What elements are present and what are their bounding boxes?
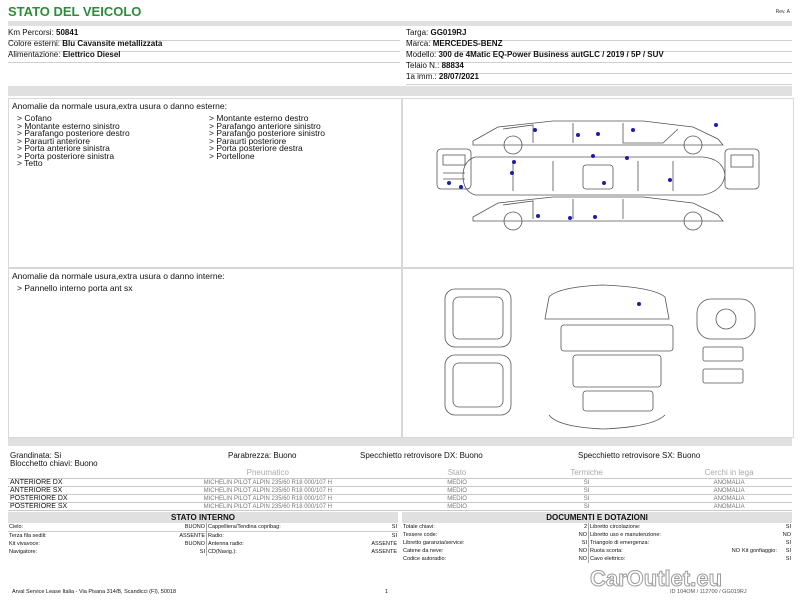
internal-damage-title: Anomalie da normale usura,extra usura o danno interne: xyxy=(12,271,225,281)
table-row: Tessere code: NO Libretto uso e manutenzione: NO xyxy=(403,532,791,538)
tyres-col-stato: Stato xyxy=(397,467,517,479)
info-row-km: Km Percorsi: 50841 xyxy=(8,28,400,41)
damage-item: > Paraurti posteriore xyxy=(209,135,287,146)
status-parabrezza: Parabrezza: Buono xyxy=(228,451,297,460)
internal-state-table xyxy=(8,512,398,556)
table-row: Codice autoradio: NO Cavo elettrico: SI xyxy=(403,556,791,562)
tyres-col-termiche: Termiche xyxy=(517,467,656,479)
table-row xyxy=(8,487,792,495)
external-damage-title: Anomalie da normale usura,extra usura o danno esterne: xyxy=(12,101,227,111)
damage-dot xyxy=(512,160,516,164)
footer-page: 1 xyxy=(385,589,389,595)
tyre-termiche: SI xyxy=(517,503,656,511)
tyre-cerchi: ANOMALIA xyxy=(666,495,792,503)
tyre-pos: ANTERIORE DX xyxy=(8,479,138,487)
tyre-model: MICHELIN PILOT ALPIN 235/60 R18 000/107 H xyxy=(138,503,397,511)
tyre-pos: POSTERIORE SX xyxy=(8,503,138,511)
internal-damage-panel xyxy=(8,268,402,438)
info-row-marca: Marca: MERCEDES-BENZ xyxy=(406,39,792,52)
damage-item: > Porta posteriore destra xyxy=(209,143,303,153)
tyre-stato: MEDIO xyxy=(397,479,517,487)
documents-table xyxy=(402,512,792,563)
table-row: Terza fila sedili: ASSENTE Radio: SI xyxy=(9,533,397,539)
damage-item: > Parafango posteriore sinistro xyxy=(209,128,325,138)
tyre-termiche: SI xyxy=(517,479,656,487)
tyre-cerchi: ANOMALIA xyxy=(666,503,792,511)
info-row-targa: Targa: GG019RJ xyxy=(406,28,792,41)
damage-dot xyxy=(459,185,463,189)
damage-dot xyxy=(637,302,641,306)
tyre-pos: ANTERIORE SX xyxy=(8,487,138,495)
tyre-stato: MEDIO xyxy=(397,503,517,511)
tyre-termiche: SI xyxy=(517,487,656,495)
damage-item: > Montante esterno destro xyxy=(209,113,309,123)
damage-item: > Parafango anteriore sinistro xyxy=(209,120,321,131)
damage-item: > Tetto xyxy=(17,158,43,168)
damage-item: > Porta anteriore sinistra xyxy=(17,143,110,153)
section-band xyxy=(8,86,792,96)
header-band xyxy=(8,21,792,26)
table-row xyxy=(8,495,792,503)
tyre-model: MICHELIN PILOT ALPIN 235/60 R18 000/107 H xyxy=(138,479,397,487)
page-title: STATO DEL VEICOLO xyxy=(8,4,142,19)
car-interior-diagram xyxy=(403,269,793,437)
info-row-telaio: Telaio N.: 88834 xyxy=(406,61,792,74)
external-damage-panel xyxy=(8,98,402,268)
damage-dot xyxy=(536,214,540,218)
damage-item: > Montante esterno sinistro xyxy=(17,120,120,131)
footer-company: Arval Service Lease Italia - Via Pisana 314/B, Scandicci (FI), 50018 xyxy=(12,589,177,595)
damage-dot xyxy=(510,171,514,175)
damage-dot xyxy=(591,154,595,158)
damage-dot xyxy=(533,128,537,132)
table-row: Totale chiavi: 2 Libretto circolazione: SI xyxy=(403,524,791,530)
tyre-cerchi: ANOMALIA xyxy=(666,487,792,495)
tyres-col-pneumatico: Pneumatico xyxy=(138,467,397,479)
table-row: Cielo: BUONO Cappelliera/Tendina copribag: SI xyxy=(9,524,397,530)
tyres-col-pos xyxy=(8,467,138,479)
watermark-logo: CarOutlet.eu xyxy=(590,566,723,591)
damage-item: > Parafango posteriore destro xyxy=(17,128,130,138)
status-specchietto-sx: Specchietto retrovisore SX: Buono xyxy=(578,451,701,460)
car-exterior-diagram xyxy=(403,99,793,267)
status-specchietto-dx: Specchietto retrovisore DX: Buono xyxy=(360,451,483,460)
info-row-modello: Modello: 300 de 4Matic EQ-Power Business autGLC / 2019 / 5P / SUV xyxy=(406,50,792,63)
documents-title: DOCUMENTI E DOTAZIONI xyxy=(402,512,792,523)
section-band xyxy=(8,438,792,446)
table-row: Libretto garanzia/service: SI Triangolo di emergenza: SI xyxy=(403,540,791,546)
table-row xyxy=(8,479,792,487)
table-row: Kit vivavoce: BUONO Antenna radio: ASSENTE xyxy=(9,541,397,547)
damage-item: > Porta posteriore sinistra xyxy=(17,150,115,161)
damage-item: > Cofano xyxy=(17,113,52,123)
internal-diagram-panel xyxy=(402,268,794,438)
damage-item: > Portellone xyxy=(209,150,255,161)
tyres-header-row xyxy=(8,467,792,479)
damage-item: > Paraurti anteriore xyxy=(17,135,90,146)
table-row xyxy=(8,503,792,511)
status-grandinata: Grandinata: Si xyxy=(10,451,62,460)
tyre-model: MICHELIN PILOT ALPIN 235/60 R18 000/107 H xyxy=(138,487,397,495)
kit-gonfiaggio-label: Kit gonfiaggio: xyxy=(742,548,777,554)
internal-state-title: STATO INTERNO xyxy=(8,512,398,523)
tyres-col-cerchi: Cerchi in lega xyxy=(666,467,792,479)
tyre-stato: MEDIO xyxy=(397,487,517,495)
revision-label: Rev. A xyxy=(775,9,790,15)
info-row-immatricolazione: 1a imm.: 28/07/2021 xyxy=(406,72,792,85)
tyres-table xyxy=(8,467,792,511)
damage-dot xyxy=(625,156,629,160)
tyre-pos: POSTERIORE DX xyxy=(8,495,138,503)
damage-dot xyxy=(714,123,718,127)
tyre-model: MICHELIN PILOT ALPIN 235/60 R18 000/107 H xyxy=(138,495,397,503)
internal-damage-list xyxy=(17,285,133,293)
tyre-cerchi: ANOMALIA xyxy=(666,479,792,487)
external-damage-col1 xyxy=(17,115,130,168)
table-row: Catene da neve: NO Ruota scorta: NO Kit gonfiaggio: SI xyxy=(403,548,791,554)
external-damage-col2 xyxy=(209,115,325,160)
damage-item: > Pannello interno porta ant sx xyxy=(17,283,133,293)
damage-dot xyxy=(602,181,606,185)
status-blocchetto: Blocchetto chiavi: Buono xyxy=(10,459,98,468)
info-row-colore: Colore esterni: Blu Cavansite metallizzata xyxy=(8,39,400,52)
damage-dot xyxy=(576,133,580,137)
table-row: Navigatore: SI CD(Navig.): ASSENTE xyxy=(9,549,397,555)
footer-ref: ID 104OM / 112700 / GG019RJ xyxy=(670,589,747,595)
tyre-termiche: SI xyxy=(517,495,656,503)
tyre-stato: MEDIO xyxy=(397,495,517,503)
kit-gonfiaggio-value: SI xyxy=(785,548,791,554)
damage-dot xyxy=(596,132,600,136)
damage-dot xyxy=(568,216,572,220)
damage-dot xyxy=(668,178,672,182)
info-row-alimentazione: Alimentazione: Elettrico Diesel xyxy=(8,50,400,63)
external-diagram-panel xyxy=(402,98,794,268)
damage-dot xyxy=(593,215,597,219)
damage-dot xyxy=(447,181,451,185)
damage-dot xyxy=(631,128,635,132)
